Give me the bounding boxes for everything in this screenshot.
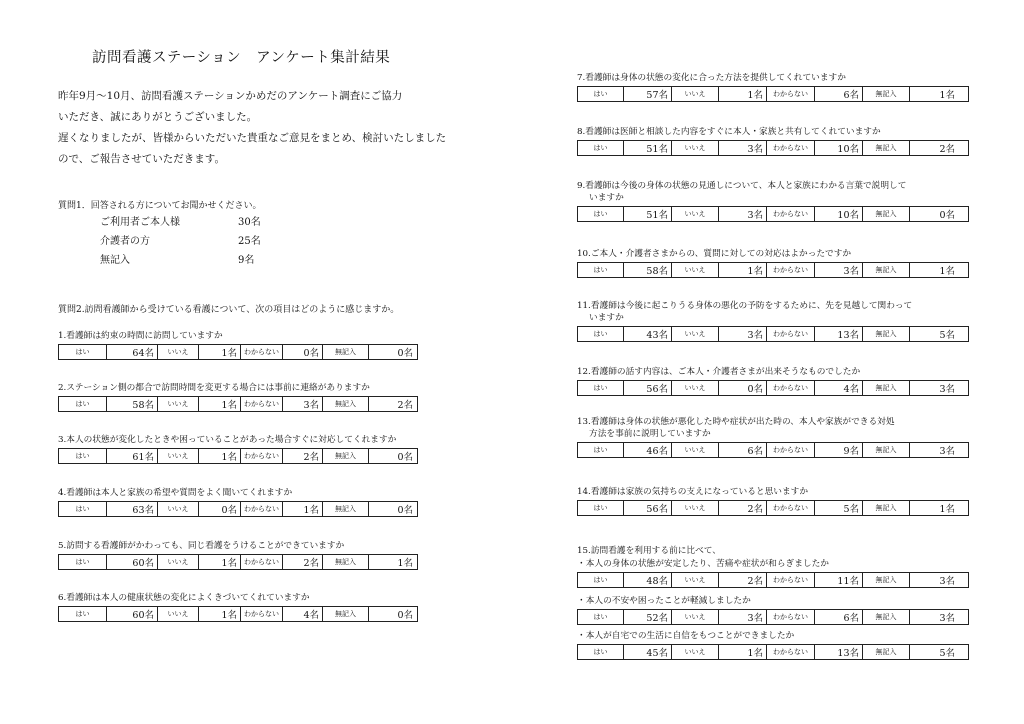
respondent-label: 介護者の方 xyxy=(100,236,150,247)
question-text xyxy=(577,486,969,498)
answer-table xyxy=(577,86,969,102)
question-item xyxy=(58,540,418,570)
question-text xyxy=(577,366,969,378)
question-text xyxy=(58,330,418,342)
answer-table xyxy=(58,344,418,360)
count-blank: 5名 xyxy=(939,648,955,659)
question-text-line: いますか xyxy=(589,193,624,203)
question-item xyxy=(577,630,969,660)
count-no: 1名 xyxy=(199,345,241,359)
answer-table xyxy=(577,572,969,588)
label-blank: 無記入 xyxy=(323,607,369,621)
count-no: 2名 xyxy=(719,501,767,515)
question-text-line: ・本人が自宅での生活に自信をもつことができましたか xyxy=(577,631,795,641)
label-blank: 無記入 xyxy=(863,645,910,659)
label-blank: 無記入 xyxy=(863,207,910,221)
respondent-label: ご利用者ご本人様 xyxy=(100,217,180,228)
count-no: 2名 xyxy=(719,573,767,587)
count-blank: 1名 xyxy=(939,90,955,101)
label-blank: 無記入 xyxy=(863,263,910,277)
label-yes: はい xyxy=(578,87,624,101)
question1-row xyxy=(100,232,261,251)
count-yes: 48名 xyxy=(624,573,672,587)
label-unknown: わからない xyxy=(241,502,283,516)
label-no: いいえ xyxy=(672,87,719,101)
question15-title: 15.訪問看護を利用する前に比べて、 xyxy=(577,546,721,556)
count-blank: 2名 xyxy=(939,144,955,155)
count-yes: 51名 xyxy=(624,141,672,155)
question-text-line: 11.看護師は今後に起こりうる身体の悪化の予防をするために、先を見越して関わって xyxy=(577,301,913,311)
label-yes: はい xyxy=(578,207,624,221)
question-text xyxy=(58,434,418,446)
question-text-line: 10.ご本人・介護者さまからの、質問に対しての対応はよかったですか xyxy=(577,249,852,259)
count-unknown: 13名 xyxy=(815,327,863,341)
label-blank: 無記入 xyxy=(863,381,910,395)
count-no: 1名 xyxy=(199,397,241,411)
label-yes: はい xyxy=(578,645,624,659)
label-unknown: わからない xyxy=(767,263,815,277)
label-unknown: わからない xyxy=(767,610,815,624)
question-item xyxy=(577,416,969,458)
count-yes: 46名 xyxy=(624,443,672,457)
label-yes: はい xyxy=(578,263,624,277)
label-unknown: わからない xyxy=(767,645,815,659)
count-no: 3名 xyxy=(719,610,767,624)
count-unknown: 9名 xyxy=(815,443,863,457)
label-yes: はい xyxy=(59,555,107,569)
question-item xyxy=(577,72,969,102)
count-blank: 0名 xyxy=(397,610,413,621)
question-item xyxy=(58,382,418,412)
label-blank: 無記入 xyxy=(863,141,910,155)
question-text xyxy=(577,558,969,570)
question-item xyxy=(577,126,969,156)
label-no: いいえ xyxy=(672,645,719,659)
question-text-line: ・本人の不安や困ったことが軽減しましたか xyxy=(577,596,751,606)
label-unknown: わからない xyxy=(767,443,815,457)
count-unknown: 2名 xyxy=(283,555,323,569)
label-no: いいえ xyxy=(672,141,719,155)
answer-table xyxy=(577,644,969,660)
count-blank: 3名 xyxy=(939,613,955,624)
label-no: いいえ xyxy=(672,327,719,341)
label-no: いいえ xyxy=(672,263,719,277)
label-unknown: わからない xyxy=(767,381,815,395)
question-text-line: 13.看護師は身体の状態が悪化した時や症状が出た時の、本人や家族ができる対処 xyxy=(577,417,895,427)
page-title: 訪問看護ステーション アンケート集計結果 xyxy=(92,50,391,66)
label-unknown: わからない xyxy=(767,87,815,101)
question-text-line: 9.看護師は今後の身体の状態の見通しについて、本人と家族にわかる言葉で説明して xyxy=(577,181,907,191)
intro-line: 昨年9月～10月、訪問看護ステーションかめだのアンケート調査にご協力 xyxy=(58,90,403,102)
answer-table xyxy=(58,396,418,412)
label-no: いいえ xyxy=(158,345,199,359)
label-yes: はい xyxy=(578,501,624,515)
label-blank: 無記入 xyxy=(323,555,369,569)
count-no: 0名 xyxy=(199,502,241,516)
label-yes: はい xyxy=(578,443,624,457)
count-blank: 0名 xyxy=(397,452,413,463)
question-text-line: 3.本人の状態が変化したときや困っていることがあった場合すぐに対応してくれますか xyxy=(58,435,397,445)
intro-line: ので、ご報告させていただきます。 xyxy=(58,153,225,165)
count-no: 3名 xyxy=(719,207,767,221)
label-unknown: わからない xyxy=(241,555,283,569)
question-text xyxy=(58,487,418,499)
label-no: いいえ xyxy=(672,381,719,395)
count-no: 1名 xyxy=(199,607,241,621)
respondent-count: 30名 xyxy=(238,217,261,228)
count-blank: 1名 xyxy=(939,504,955,515)
count-no: 6名 xyxy=(719,443,767,457)
count-blank: 1名 xyxy=(939,266,955,277)
count-unknown: 5名 xyxy=(815,501,863,515)
label-yes: はい xyxy=(578,381,624,395)
label-no: いいえ xyxy=(672,610,719,624)
count-unknown: 3名 xyxy=(815,263,863,277)
label-no: いいえ xyxy=(158,449,199,463)
question-text xyxy=(577,126,969,138)
count-no: 1名 xyxy=(719,645,767,659)
count-yes: 60名 xyxy=(107,607,158,621)
count-unknown: 3名 xyxy=(283,397,323,411)
question-text xyxy=(577,416,969,440)
question-text xyxy=(58,592,418,604)
question1-row xyxy=(100,251,261,270)
label-unknown: わからない xyxy=(767,327,815,341)
question-text-line: 7.看護師は身体の状態の変化に合った方法を提供してくれていますか xyxy=(577,73,846,83)
question-text-line: 6.看護師は本人の健康状態の変化によくきづいてくれていますか xyxy=(58,593,310,603)
count-blank: 5名 xyxy=(939,330,955,341)
answer-table xyxy=(577,442,969,458)
label-no: いいえ xyxy=(672,573,719,587)
label-yes: はい xyxy=(59,397,107,411)
question-item xyxy=(577,595,969,625)
question-item xyxy=(58,487,418,517)
label-no: いいえ xyxy=(672,501,719,515)
count-yes: 45名 xyxy=(624,645,672,659)
count-blank: 3名 xyxy=(939,446,955,457)
answer-table xyxy=(577,326,969,342)
question-text-line: 方法を事前に説明していますか xyxy=(589,429,711,439)
count-blank: 0名 xyxy=(939,210,955,221)
label-blank: 無記入 xyxy=(863,87,910,101)
question-text-line: 14.看護師は家族の気持ちの支えになっていると思いますか xyxy=(577,487,809,497)
count-no: 1名 xyxy=(199,555,241,569)
label-no: いいえ xyxy=(158,502,199,516)
respondent-count: 9名 xyxy=(238,255,255,266)
answer-table xyxy=(577,140,969,156)
question1-results xyxy=(100,213,261,270)
count-unknown: 10名 xyxy=(815,207,863,221)
count-blank: 2名 xyxy=(397,400,413,411)
count-yes: 56名 xyxy=(624,381,672,395)
count-no: 1名 xyxy=(719,263,767,277)
label-blank: 無記入 xyxy=(323,397,369,411)
question-text xyxy=(577,180,969,204)
label-no: いいえ xyxy=(158,607,199,621)
question-text-line: いますか xyxy=(589,313,624,323)
label-yes: はい xyxy=(59,345,107,359)
question-text-line: 12.看護師の話す内容は、ご本人・介護者さまが出来そうなものでしたか xyxy=(577,367,861,377)
label-yes: はい xyxy=(578,573,624,587)
question2-heading: 質問2.訪問看護師から受けている看護について、次の項目はどのように感じますか。 xyxy=(58,305,400,315)
label-unknown: わからない xyxy=(767,573,815,587)
count-yes: 56名 xyxy=(624,501,672,515)
question-text xyxy=(577,630,969,642)
answer-table xyxy=(58,606,418,622)
count-blank: 3名 xyxy=(939,384,955,395)
count-no: 0名 xyxy=(719,381,767,395)
answer-table xyxy=(58,448,418,464)
count-yes: 64名 xyxy=(107,345,158,359)
respondent-label: 無記入 xyxy=(100,255,130,266)
answer-table xyxy=(58,501,418,517)
label-yes: はい xyxy=(578,327,624,341)
label-unknown: わからない xyxy=(241,449,283,463)
label-blank: 無記入 xyxy=(863,443,910,457)
question-item xyxy=(58,330,418,360)
respondent-count: 25名 xyxy=(238,236,261,247)
count-no: 3名 xyxy=(719,327,767,341)
count-unknown: 1名 xyxy=(283,502,323,516)
intro-line: 遅くなりましたが、皆様からいただいた貴重なご意見をまとめ、検討いたしました xyxy=(58,132,447,144)
question-text xyxy=(577,248,969,260)
question-text-line: 2.ステーション側の都合で訪問時間を変更する場合には事前に連絡がありますか xyxy=(58,383,370,393)
label-yes: はい xyxy=(59,502,107,516)
count-yes: 60名 xyxy=(107,555,158,569)
label-no: いいえ xyxy=(672,443,719,457)
label-unknown: わからない xyxy=(767,501,815,515)
count-no: 3名 xyxy=(719,141,767,155)
question-item xyxy=(577,486,969,516)
answer-table xyxy=(577,262,969,278)
answer-table xyxy=(58,554,418,570)
label-blank: 無記入 xyxy=(323,449,369,463)
label-blank: 無記入 xyxy=(863,573,910,587)
count-unknown: 13名 xyxy=(815,645,863,659)
label-yes: はい xyxy=(59,607,107,621)
count-no: 1名 xyxy=(719,87,767,101)
question-text-line: 8.看護師は医師と相談した内容をすぐに本人・家族と共有してくれていますか xyxy=(577,127,881,137)
count-unknown: 6名 xyxy=(815,87,863,101)
question-text xyxy=(58,382,418,394)
count-unknown: 11名 xyxy=(815,573,863,587)
intro-line: いただき、誠にありがとうございました。 xyxy=(58,111,258,123)
count-yes: 58名 xyxy=(107,397,158,411)
answer-table xyxy=(577,206,969,222)
answer-table xyxy=(577,609,969,625)
count-yes: 52名 xyxy=(624,610,672,624)
question-text-line: 5.訪問する看護師がかわっても、同じ看護をうけることができていますか xyxy=(58,541,345,551)
label-yes: はい xyxy=(578,141,624,155)
label-yes: はい xyxy=(578,610,624,624)
answer-table xyxy=(577,380,969,396)
label-unknown: わからない xyxy=(241,397,283,411)
question-text-line: 4.看護師は本人と家族の希望や質問をよく聞いてくれますか xyxy=(58,488,293,498)
count-yes: 58名 xyxy=(624,263,672,277)
label-no: いいえ xyxy=(158,397,199,411)
count-unknown: 2名 xyxy=(283,449,323,463)
count-unknown: 4名 xyxy=(283,607,323,621)
count-unknown: 0名 xyxy=(283,345,323,359)
question-item xyxy=(577,558,969,588)
count-blank: 1名 xyxy=(397,558,413,569)
count-yes: 57名 xyxy=(624,87,672,101)
question-text xyxy=(577,595,969,607)
count-yes: 51名 xyxy=(624,207,672,221)
question-item xyxy=(577,180,969,222)
question-text xyxy=(577,72,969,84)
question1-heading: 質問1．回答される方についてお聞かせください。 xyxy=(58,201,262,211)
question-item xyxy=(577,248,969,278)
question-item xyxy=(58,434,418,464)
count-unknown: 4名 xyxy=(815,381,863,395)
question-text-line: ・本人の身体の状態が安定したり、苦痛や症状が和らぎましたか xyxy=(577,559,829,569)
question1-row xyxy=(100,213,261,232)
count-yes: 63名 xyxy=(107,502,158,516)
question-text-line: 1.看護師は約束の時間に訪問していますか xyxy=(58,331,223,341)
count-blank: 3名 xyxy=(939,576,955,587)
label-yes: はい xyxy=(59,449,107,463)
question-text xyxy=(577,300,969,324)
label-blank: 無記入 xyxy=(863,610,910,624)
label-no: いいえ xyxy=(158,555,199,569)
label-unknown: わからない xyxy=(241,607,283,621)
count-blank: 0名 xyxy=(397,505,413,516)
intro-text xyxy=(58,86,478,170)
count-yes: 43名 xyxy=(624,327,672,341)
question-item xyxy=(577,366,969,396)
count-yes: 61名 xyxy=(107,449,158,463)
label-unknown: わからない xyxy=(767,207,815,221)
count-unknown: 10名 xyxy=(815,141,863,155)
label-blank: 無記入 xyxy=(323,502,369,516)
label-blank: 無記入 xyxy=(863,327,910,341)
label-blank: 無記入 xyxy=(863,501,910,515)
question-item xyxy=(58,592,418,622)
question-item xyxy=(577,300,969,342)
label-unknown: わからない xyxy=(767,141,815,155)
question-text xyxy=(58,540,418,552)
label-blank: 無記入 xyxy=(323,345,369,359)
label-no: いいえ xyxy=(672,207,719,221)
count-unknown: 6名 xyxy=(815,610,863,624)
label-unknown: わからない xyxy=(241,345,283,359)
count-no: 1名 xyxy=(199,449,241,463)
count-blank: 0名 xyxy=(397,348,413,359)
answer-table xyxy=(577,500,969,516)
